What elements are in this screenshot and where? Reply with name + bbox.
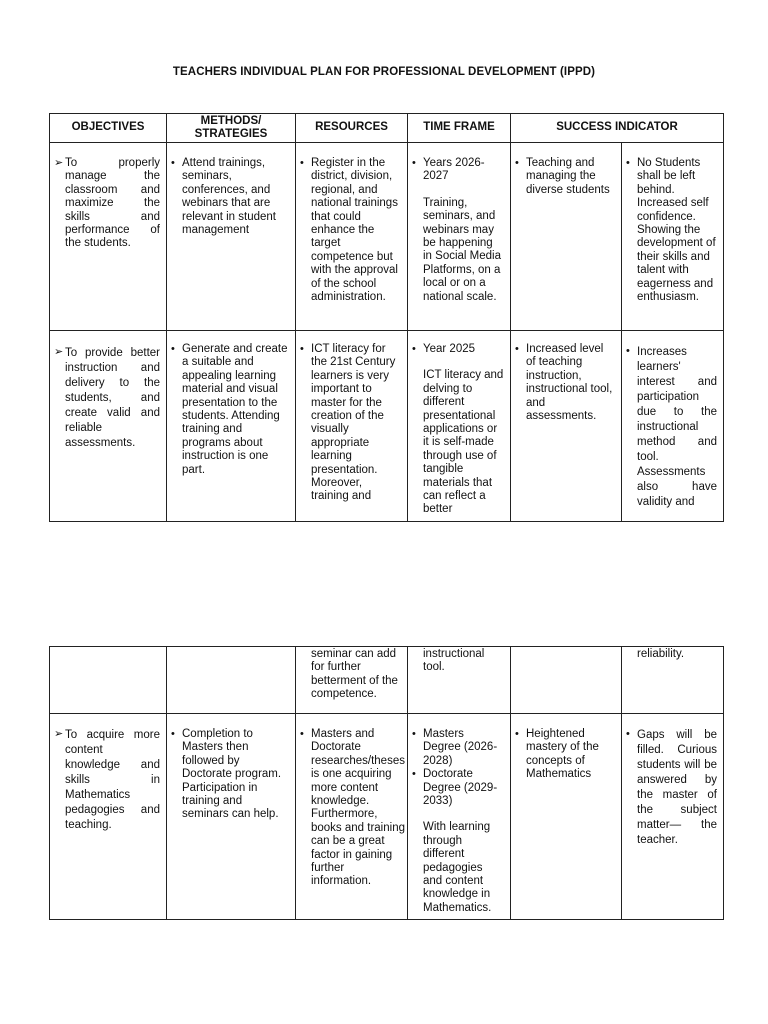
bullet-dot-icon: • [626, 157, 630, 169]
bullet-dot-icon: • [171, 157, 175, 169]
bullet-dot-icon: • [412, 343, 416, 355]
resource-text: Register in the district, division, regional, and national trainings that could enhance the target competence but with the approval of the school administration. [311, 157, 398, 304]
method-cell [167, 143, 296, 331]
ippd-table-page-1 [49, 113, 724, 522]
header-methods-line2: STRATEGIES [194, 128, 268, 140]
time-frame-years: Year 2025 [423, 343, 476, 355]
arrow-bullet-icon: ➢ [54, 346, 64, 358]
bullet-dot-icon: • [626, 345, 630, 357]
resource-cell [296, 647, 408, 714]
header-objectives: OBJECTIVES [50, 114, 167, 143]
table-row [50, 714, 724, 920]
arrow-bullet-icon: ➢ [54, 157, 64, 169]
success-detail-text: Increases learners' interest and participation due to the instructional method and tool. Assessments also have validity and [637, 346, 717, 508]
success-indicator-text: Heightened mastery of the concepts of Mathematics [526, 728, 599, 781]
success-indicator-cell [511, 647, 622, 714]
method-text: Generate and create a suitable and appealing learning material and visual presentation to the students. Attending training and programs about instruction is one part. [182, 343, 288, 476]
success-indicator-cell [511, 331, 622, 522]
arrow-bullet-icon: ➢ [54, 728, 64, 740]
success-detail-cell [622, 647, 724, 714]
page-title: TEACHERS INDIVIDUAL PLAN FOR PROFESSIONAL DEVELOPMENT (IPPD) [172, 66, 596, 78]
resource-text: ICT literacy for the 21st Century learners is very important to master for the creation of the visually appropriate learning presentation. Moreover, training and [311, 343, 396, 503]
ippd-table-page-2 [49, 646, 724, 920]
header-resources: RESOURCES [296, 114, 408, 143]
method-cell [167, 647, 296, 714]
time-frame-note: Training, seminars, and webinars may be happening in Social Media Platforms, on a local or on a national scale. [423, 196, 501, 303]
header-methods-line1: METHODS/ [200, 114, 262, 127]
time-frame-note: ICT literacy and delving to different presentational applications or it is self-made through use of tangible materials that can reflect a better [423, 369, 504, 516]
success-indicator-text: Teaching and managing the diverse students [526, 157, 610, 196]
success-indicator-cell [511, 714, 622, 920]
resource-text: Masters and Doctorate researches/theses is one acquiring more content knowledge. Furthermore, books and training can be a great factor in gaining further information. [311, 728, 405, 888]
objective-cell [50, 331, 167, 522]
time-frame-cell [408, 647, 511, 714]
time-frame-cell [408, 331, 511, 522]
success-indicator-text: Increased level of teaching instruction, instructional tool, and assessments. [526, 343, 613, 423]
table-row [50, 143, 724, 331]
bullet-dot-icon: • [515, 728, 519, 740]
bullet-dot-icon: • [412, 768, 416, 781]
table-row [50, 331, 724, 522]
time-frame-doctorate: Doctorate Degree (2029-2033) [423, 768, 498, 808]
bullet-dot-icon: • [515, 343, 519, 355]
success-detail-cell [622, 714, 724, 920]
objective-cell [50, 143, 167, 331]
success-detail-continued-text: reliability. [637, 648, 685, 660]
success-detail-cell [622, 143, 724, 331]
objective-text: To properly manage the classroom and maximize the skills and performance of the students. [65, 157, 160, 250]
bullet-dot-icon: • [171, 728, 175, 740]
bullet-dot-icon: • [171, 343, 175, 355]
resource-cell [296, 143, 408, 331]
bullet-dot-icon: • [412, 728, 416, 740]
bullet-dot-icon: • [300, 343, 304, 355]
objective-cell [50, 647, 167, 714]
bullet-dot-icon: • [300, 728, 304, 740]
success-detail-text: Gaps will be filled. Curious students will be answered by the master of the subject matter— the teacher. [637, 729, 717, 846]
bullet-dot-icon: • [412, 157, 416, 169]
method-text: Completion to Masters then followed by Doctorate program. Participation in training and seminars can help. [182, 728, 282, 821]
time-frame-note: With learning through different pedagogies and content knowledge in Mathematics. [423, 821, 492, 914]
time-frame-years: Years 2026-2027 [423, 157, 485, 183]
time-frame-cell [408, 143, 511, 331]
time-frame-continued-text: instructional tool. [423, 648, 485, 674]
time-frame-masters: Masters Degree (2026-2028) [423, 728, 498, 767]
bullet-dot-icon: • [300, 157, 304, 169]
method-text: Attend trainings, seminars, conferences, and webinars that are relevant in student management [182, 157, 276, 237]
success-detail-cell [622, 331, 724, 522]
objective-text: To acquire more content knowledge and skills in Mathematics pedagogies and teaching. [65, 729, 160, 831]
success-indicator-cell [511, 143, 622, 331]
bullet-dot-icon: • [515, 157, 519, 169]
bullet-dot-icon: • [626, 728, 630, 740]
header-time-frame: TIME FRAME [408, 114, 511, 143]
objective-cell [50, 714, 167, 920]
header-success-indicator: SUCCESS INDICATOR [511, 114, 724, 143]
header-row [50, 114, 724, 143]
table-row-continuation [50, 647, 724, 714]
method-cell [167, 331, 296, 522]
resource-cell [296, 714, 408, 920]
resource-continued-text: seminar can add for further betterment of the competence. [311, 648, 398, 701]
time-frame-cell [408, 714, 511, 920]
header-methods-strategies [167, 114, 296, 143]
method-cell [167, 714, 296, 920]
success-detail-text: No Students shall be left behind. Increased self confidence. Showing the development of their skills and talent with eagerness and enthusiasm. [637, 157, 716, 304]
objective-text: To provide better instruction and delivery to the students, and create valid and reliable assessments. [65, 347, 160, 449]
resource-cell [296, 331, 408, 522]
